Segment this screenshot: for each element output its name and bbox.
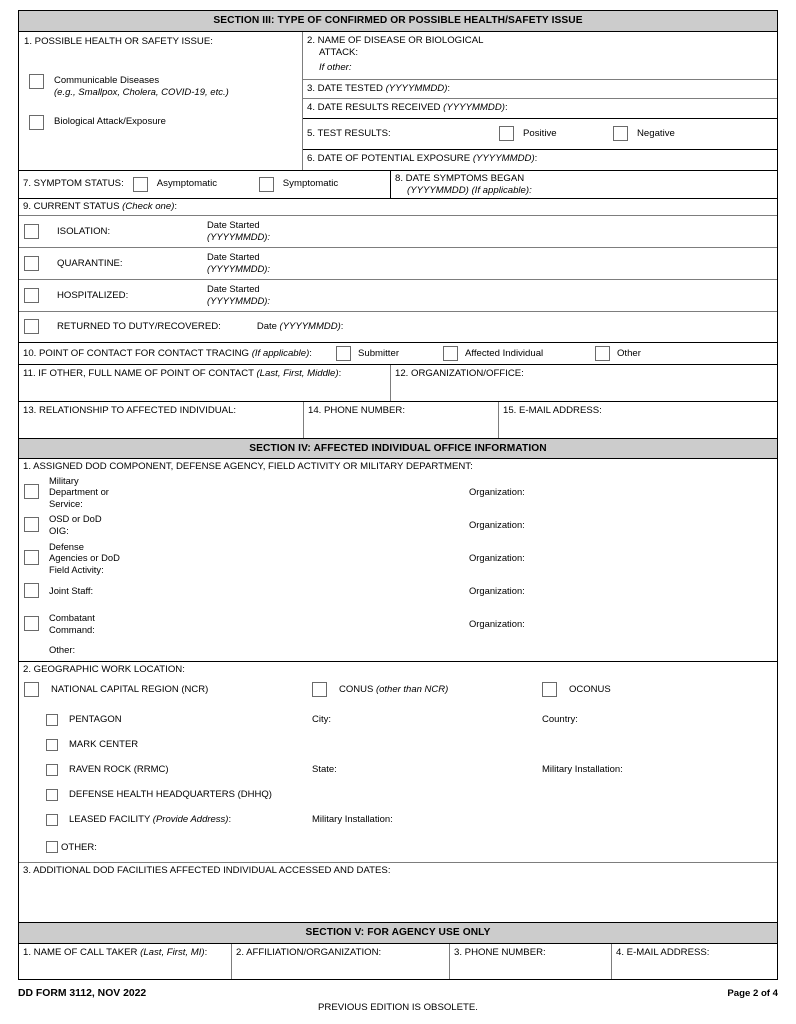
test-result-positive-label: Positive [523,127,557,139]
component-osd-dod-oig-row [19,508,777,541]
q15-email-address-cell[interactable] [499,402,777,438]
isolation-label: ISOLATION: [57,225,111,237]
s4-q2-label: 2. GEOGRAPHIC WORK LOCATION: [23,664,185,676]
s5-q1-label: 1. NAME OF CALL TAKER [23,947,138,959]
oconus-checkbox[interactable] [542,682,557,697]
isolation-date-line1: Date Started [207,219,260,231]
poc-affected-individual-label: Affected Individual [464,347,544,359]
joint-staff-checkbox[interactable] [24,583,39,598]
q3-colon: : [447,82,451,94]
geo-other-label: OTHER: [61,841,97,853]
national-capital-region-label: NATIONAL CAPITAL REGION (NCR) [51,684,209,696]
s4-q3-label: 3. ADDITIONAL DOD FACILITIES AFFECTED INDIVIDUAL ACCESSED AND DATES: [23,865,391,877]
q9-isolation-row [19,216,777,248]
q13-q15-row [19,402,777,438]
q9-hint: (Check one) [122,200,175,212]
military-department-checkbox[interactable] [24,484,39,499]
q10-hint: (If applicable) [251,347,310,359]
geo-conus-option[interactable] [312,682,542,697]
returned-date-label: Date [256,321,277,333]
q8-line1: 8. DATE SYMPTOMS BEGAN [395,172,525,184]
section-v-fields-row [19,944,777,979]
ncr-site-mark-center[interactable] [24,732,312,757]
conus-hint: (other than NCR) [375,684,449,696]
oconus-spacer-1 [542,732,623,757]
defense-agencies-organization-label: Organization: [469,552,525,564]
s5-q3-phone-cell[interactable] [450,944,612,979]
geo-detail-grid [19,697,777,832]
combatant-command-organization-label: Organization: [469,618,525,630]
section-iii-banner: SECTION III: TYPE OF CONFIRMED OR POSSIBLE HEALTH/SAFETY ISSUE [19,11,777,32]
test-result-positive-checkbox[interactable] [499,126,514,141]
s5-q1-colon: : [204,947,208,959]
q10-point-of-contact-row [19,343,777,365]
national-capital-region-checkbox[interactable] [24,682,39,697]
q4-format-hint: (YYYYMMDD) [443,101,505,113]
geo-ncr-option[interactable] [24,682,312,697]
poc-submitter-label: Submitter [357,347,400,359]
conus-city-label: City: [312,714,331,726]
q6-date-potential-exposure-cell[interactable] [303,150,777,170]
joint-staff-organization-label: Organization: [469,585,525,597]
conus-fields-column [312,697,542,832]
poc-other-checkbox[interactable] [595,346,610,361]
s4-q1-label: 1. ASSIGNED DOD COMPONENT, DEFENSE AGENCY, FIELD ACTIVITY OR MILITARY DEPARTMENT: [23,461,473,473]
poc-submitter-checkbox[interactable] [336,346,351,361]
poc-affected-individual-checkbox[interactable] [443,346,458,361]
q1-option-biological-attack[interactable] [24,115,302,130]
osd-dod-oig-checkbox[interactable] [24,517,39,532]
leased-facility-colon: : [228,814,232,826]
raven-rock-checkbox[interactable] [46,764,58,776]
q15-label: 15. E-MAIL ADDRESS: [503,404,602,416]
q3-date-tested-cell[interactable] [303,80,777,99]
component-military-department-row [19,475,777,508]
oconus-installation-label: Military Installation: [542,764,623,776]
q1-title: 1. POSSIBLE HEALTH OR SAFETY ISSUE: [24,35,213,47]
defense-agencies-checkbox[interactable] [24,550,39,565]
ncr-site-leased-facility[interactable] [24,807,312,832]
q1-option-communicable-diseases[interactable] [24,74,302,100]
q11-full-name-poc-cell[interactable] [19,365,391,401]
oconus-fields-column [542,697,623,832]
osd-dod-oig-label: OSD or DoD OIG: [49,513,102,536]
q9-label: 9. CURRENT STATUS [23,200,120,212]
osd-dod-oig-organization-label: Organization: [469,519,525,531]
q3-label: 3. DATE TESTED [307,82,383,94]
combatant-command-label: Combatant Command: [49,612,95,635]
q4-colon: : [504,101,508,113]
q9-current-status-header [19,199,777,216]
conus-checkbox[interactable] [312,682,327,697]
defense-agencies-label: Defense Agencies or DoD Field Activity: [49,540,120,575]
quarantine-checkbox[interactable] [24,256,39,271]
q9-returned-to-duty-row [19,312,777,343]
previous-edition-notice: PREVIOUS EDITION IS OBSOLETE. [318,1002,478,1013]
isolation-checkbox[interactable] [24,224,39,239]
combatant-command-checkbox[interactable] [24,616,39,631]
ncr-site-pentagon[interactable] [24,707,312,732]
symptomatic-checkbox[interactable] [259,177,274,192]
section-v-banner: SECTION V: FOR AGENCY USE ONLY [19,923,777,944]
q2-line1: 2. NAME OF DISEASE OR BIOLOGICAL [307,34,484,46]
q4-date-results-received-cell[interactable] [303,99,777,119]
component-combatant-command-row [19,607,777,640]
asymptomatic-checkbox[interactable] [133,177,148,192]
s5-q4-label: 4. E-MAIL ADDRESS: [616,947,710,959]
mark-center-label: MARK CENTER [69,739,139,751]
q9-colon: : [174,200,178,212]
q10-colon: : [309,347,312,359]
q2-line2: ATTACK: [319,46,359,58]
q11-hint: (Last, First, Middle) [256,367,339,379]
s5-q1-call-taker-cell[interactable] [19,944,232,979]
oconus-label: OCONUS [569,684,611,696]
q11-q12-row [19,365,777,402]
q14-label: 14. PHONE NUMBER: [308,404,406,416]
military-department-organization-label: Organization: [469,486,525,498]
q7-q8-row [19,171,777,199]
conus-spacer-1 [312,732,542,757]
section-iv-banner: SECTION IV: AFFECTED INDIVIDUAL OFFICE INFORMATION [19,438,777,460]
q6-format-hint: (YYYYMMDD) [472,152,535,164]
oconus-country-label: Country: [542,714,578,726]
section-iii-top-block [19,32,777,171]
q7-symptom-status-cell [19,171,391,198]
quarantine-date-line1: Date Started [207,251,260,263]
form-identifier: DD FORM 3112, NOV 2022 [18,988,147,999]
pentagon-checkbox[interactable] [46,714,58,726]
communicable-diseases-examples: (e.g., Smallpox, Cholera, COVID-19, etc.) [54,87,229,99]
q7-label: 7. SYMPTOM STATUS: [23,178,124,190]
q10-label: 10. POINT OF CONTACT FOR CONTACT TRACING [23,347,250,359]
q11-label: 11. IF OTHER, FULL NAME OF POINT OF CONTACT [23,367,254,379]
conus-spacer-2 [312,782,542,807]
q14-phone-number-cell[interactable] [304,402,499,438]
q5-test-results-cell [303,119,777,150]
s4-q1-title [19,459,777,475]
conus-installation-label: Military Installation: [312,814,393,826]
q12-organization-office-cell[interactable] [391,365,777,401]
q9-hospitalized-row [19,280,777,312]
geo-other-checkbox[interactable] [46,841,58,853]
oconus-installation-field[interactable] [542,757,623,782]
leased-facility-hint: (Provide Address) [152,814,229,826]
returned-to-duty-label: RETURNED TO DUTY/RECOVERED: [57,321,221,333]
returned-date-colon: : [340,321,344,333]
q3-format-hint: (YYYYMMDD) [385,82,448,94]
joint-staff-label: Joint Staff: [49,585,94,597]
s4-q3-additional-facilities-cell[interactable] [19,863,777,923]
geo-top-options-row [19,677,777,697]
ncr-site-raven-rock[interactable] [24,757,312,782]
asymptomatic-label: Asymptomatic [156,178,217,190]
ncr-site-dhhq[interactable] [24,782,312,807]
returned-date-hint: (YYYYMMDD) [279,321,341,333]
q11-colon: : [338,367,342,379]
mark-center-checkbox[interactable] [46,739,58,751]
s5-q2-affiliation-cell[interactable] [232,944,450,979]
leased-facility-checkbox[interactable] [46,814,58,826]
ncr-sites-column [24,697,312,832]
conus-installation-field[interactable] [312,807,542,832]
page-footer [18,988,778,1018]
q9-quarantine-row [19,248,777,280]
leased-facility-label: LEASED FACILITY [69,814,151,826]
s5-q1-hint: (Last, First, MI) [140,947,205,959]
biological-attack-checkbox[interactable] [29,115,44,130]
q13-relationship-cell[interactable] [19,402,304,438]
conus-label: CONUS [339,684,374,696]
component-other-label: Other: [49,644,76,656]
isolation-date-line2: (YYYYMMDD): [207,231,271,243]
q1-possible-issue-cell [19,32,303,170]
q8-date-symptoms-began-cell[interactable] [391,171,777,198]
quarantine-label: QUARANTINE: [57,257,123,269]
communicable-diseases-checkbox[interactable] [29,74,44,89]
component-other-row[interactable] [19,640,777,662]
test-result-negative-label: Negative [637,127,675,139]
conus-city-field[interactable] [312,707,542,732]
raven-rock-label: RAVEN ROCK (RRMC) [69,764,169,776]
conus-state-label: State: [312,764,337,776]
conus-state-field[interactable] [312,757,542,782]
symptomatic-label: Symptomatic [282,178,339,190]
s5-q4-email-cell[interactable] [612,944,777,979]
dd-form-3112-page2 [18,10,778,980]
hospitalized-date-line1: Date Started [207,283,260,295]
pentagon-label: PENTAGON [69,714,122,726]
q13-label: 13. RELATIONSHIP TO AFFECTED INDIVIDUAL: [23,404,237,416]
q4-label: 4. DATE RESULTS RECEIVED [307,101,441,113]
q6-label: 6. DATE OF POTENTIAL EXPOSURE [307,152,471,164]
dhhq-label: DEFENSE HEALTH HEADQUARTERS (DHHQ) [69,789,272,801]
component-joint-staff-row [19,574,777,607]
geo-oconus-option[interactable] [542,682,611,697]
q12-label: 12. ORGANIZATION/OFFICE: [395,367,524,379]
military-department-label: Military Department or Service: [49,474,109,509]
oconus-country-field[interactable] [542,707,623,732]
q2-if-other: If other: [319,61,352,73]
q2-disease-name-cell[interactable] [303,32,777,80]
returned-to-duty-checkbox[interactable] [24,319,39,334]
q2-q6-stack [303,32,777,170]
q8-line2: (YYYYMMDD) (If applicable): [407,184,532,196]
biological-attack-label: Biological Attack/Exposure [54,116,166,128]
hospitalized-checkbox[interactable] [24,288,39,303]
q6-colon: : [534,152,538,164]
test-result-negative-checkbox[interactable] [613,126,628,141]
page-number: Page 2 of 4 [727,988,778,999]
quarantine-date-line2: (YYYYMMDD): [207,263,271,275]
q5-label: 5. TEST RESULTS: [307,127,391,139]
s5-q3-label: 3. PHONE NUMBER: [454,947,546,959]
communicable-diseases-label: Communicable Diseases [54,74,160,86]
hospitalized-label: HOSPITALIZED: [57,289,129,301]
component-defense-agencies-row [19,541,777,574]
dhhq-checkbox[interactable] [46,789,58,801]
s4-q2-title [19,662,777,677]
geo-other-row[interactable] [19,832,777,863]
s5-q2-label: 2. AFFILIATION/ORGANIZATION: [236,947,382,959]
poc-other-label: Other [616,347,641,359]
hospitalized-date-line2: (YYYYMMDD): [207,295,271,307]
